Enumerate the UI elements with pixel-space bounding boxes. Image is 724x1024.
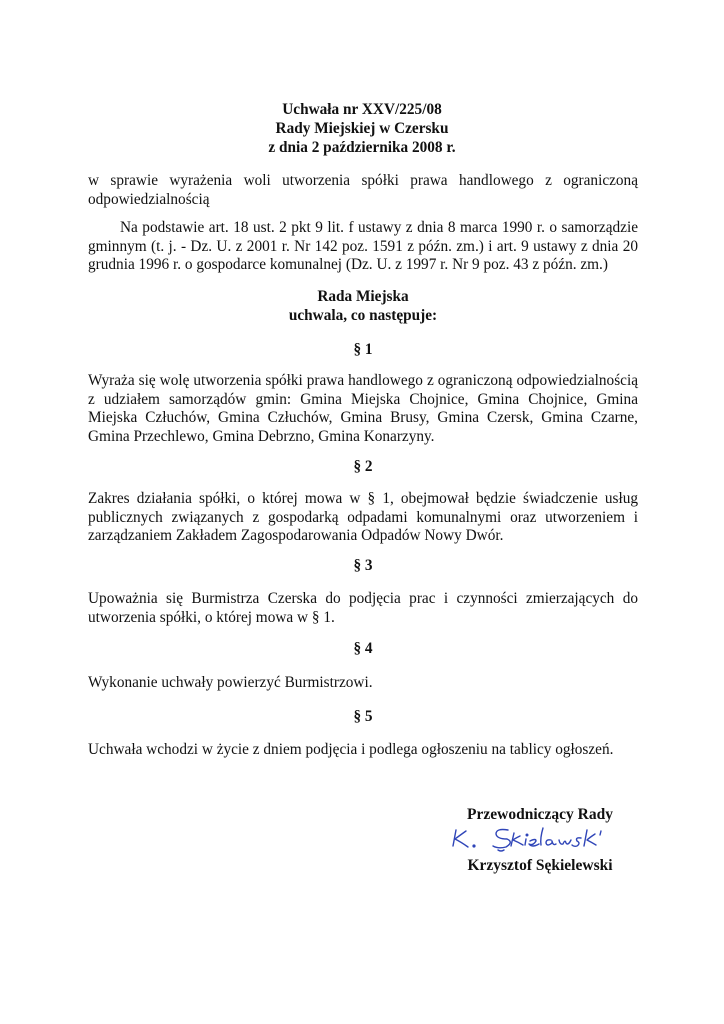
handwritten-signature [450,822,635,852]
section-text-3: Upoważnia się Burmistrza Czerska do podjęcia prac i czynności zmierzających do utworzenia spółki, o której mowa w § 1. [88,590,638,626]
resolution-number: Uchwała nr XXV/225/08 [282,101,442,118]
section-heading-3: § 3 [353,557,373,574]
signatory-name: Krzysztof Sękielewski [467,857,613,874]
section-heading-1: § 1 [353,341,373,358]
resolution-subject: w sprawie wyrażenia woli utworzenia spółki prawa handlowego z ograniczoną odpowiedzialnością [88,172,638,208]
resolves-label: uchwala, co następuje: [288,307,438,324]
signature-title: Przewodniczący Rady [467,806,613,823]
section-heading-5: § 5 [353,708,373,725]
legal-basis: Na podstawie art. 18 ust. 2 pkt 9 lit. f ustawy z dnia 8 marca 1990 r. o samorządzie gminnym (t. j. - Dz. U. z 2001 r. Nr 142 poz. 1591 z późn. zm.) i art. 9 ustawy z dnia 20 grudnia 1996 r. o gospodarce komunalnej (Dz. U. z 1997 r. Nr 9 poz. 43 z późn. zm.) [88,219,638,273]
section-text-5: Uchwała wchodzi w życie z dniem podjęcia i podlega ogłoszeniu na tablicy ogłoszeń. [88,741,614,758]
section-heading-4: § 4 [353,640,373,657]
section-heading-2: § 2 [353,458,373,475]
resolution-header [0,100,724,157]
council-name: Rady Miejskiej w Czersku [275,120,449,137]
resolution-statement [88,287,638,325]
resolution-date: z dnia 2 października 2008 r. [268,139,456,156]
section-text-2: Zakres działania spółki, o której mowa w § 1, obejmował będzie świadczenie usług publicznych związanych z gospodarką odpadami komunalnymi oraz utworzeniem i zarządzaniem Zakładem Zagospodarowania Odpadów Nowy Dwór. [88,490,638,544]
section-text-1: Wyraża się wolę utworzenia spółki prawa handlowego z ograniczoną odpowiedzialnością z udziałem samorządów gmin: Gmina Miejska Chojnice, Gmina Chojnice, Gmina Miejska Człuchów, Gmina Człuchów, Gmina Brusy, Gmina Czersk, Gmina Czarne, Gmina Przechlewo, Gmina Debrzno, Gmina Konarzyny. [88,372,638,445]
council-label: Rada Miejska [317,288,409,305]
section-text-4: Wykonanie uchwały powierzyć Burmistrzowi. [88,674,373,691]
